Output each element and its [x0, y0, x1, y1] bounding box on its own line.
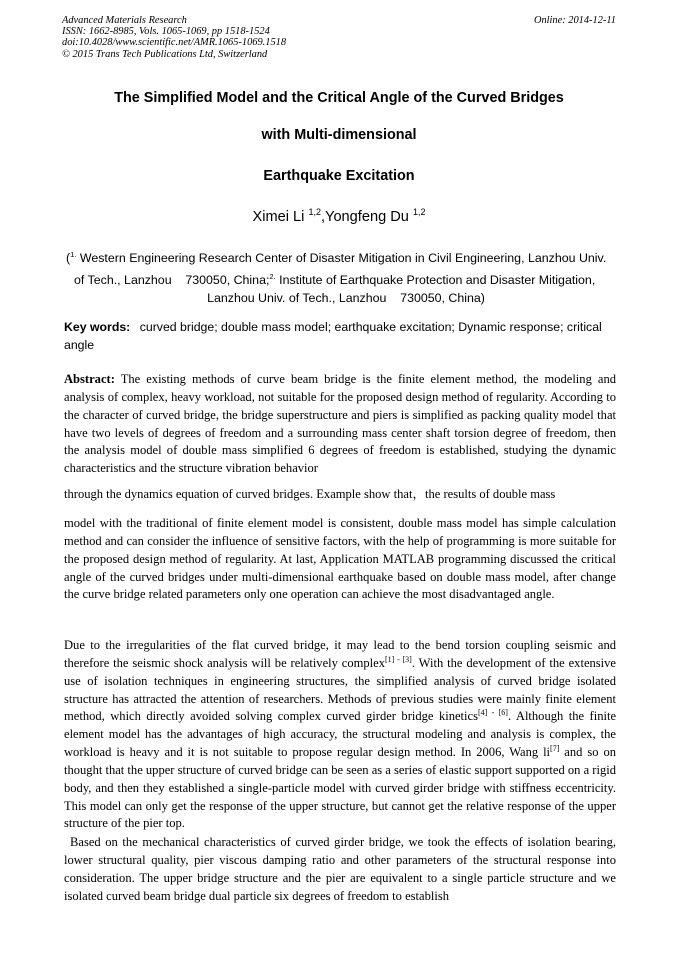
abstract-label: Abstract:: [64, 372, 115, 386]
intro-text-c: . Although the finite element model has the advantages of high accuracy, the structural modeling and analysis is complex, the workload is heavy and it is not suitable to propose regular design method. In 2006, Wang li: [64, 709, 617, 760]
online-date: Online: 2014-12-11: [533, 15, 616, 26]
intro-text-b: . With the development of the extensive use of isolation techniques in engineering structures, the simplified analysis of curved bridge isolated structure has attracted the attention of researchers. Methods of previous studies were mainly finite element method, which directly avoided solving complex curved girder bridge kinetics: [64, 655, 616, 724]
affil-part-4: Lanzhou Univ. of Tech., Lanzhou 730050, China): [207, 291, 485, 306]
affil-sup-1: 1.: [70, 250, 77, 259]
title-line-3: Earthquake Excitation: [263, 168, 415, 184]
abstract-paragraph-3: model with the traditional of finite element model is consistent, double mass model has simple calculation method and can consider the influence of sensitive factors, with the help of programming is more suitable for the proposed design method of regularity. At last, Application MATLAB programming discussed the critical angle of the curved bridges under multi-dimensional earthquake based on double mass model, after change the curve bridge related parameters only one operation can achieve the most disadvantaged angle.: [64, 516, 616, 602]
title-line-1: The Simplified Model and the Critical Angle of the Curved Bridges: [114, 90, 564, 106]
intro-text-d: and so on thought that the upper structure of curved bridge can be seen as a series of elastic support supported on a rigid body, and then they established a single-particle model with curved girder bridge with stiffness eccentricity. This model can only get the response of the upper structure, but cannot get the relative response of the upper structure of the pier top.: [64, 745, 616, 831]
journal-name: Advanced Materials Research: [62, 15, 187, 26]
keywords-text: curved bridge; double mass model; earthquake excitation; Dynamic response; critical angle: [64, 320, 602, 352]
citation-7: [7]: [550, 743, 560, 753]
copyright: © 2015 Trans Tech Publications Ltd, Switzerland: [62, 48, 268, 60]
author-1-affiliation: 1,2: [308, 207, 321, 217]
abstract-text: The existing methods of curve beam bridge is the finite element method, the modeling and analysis of complex, heavy workload, not suitable for the proposed design method of regularity. According to the character of curved bridge, the bridge superstructure and piers is simplified as packing quality model that have two levels of degrees of freedom and a surrounding mass center shaft torsion degree of freedom, then the analysis model of double mass simplified 6 degrees of freedom is established, studying the dynamic characteristics and the structure vibration behavior: [64, 372, 616, 476]
author-separator: ,: [320, 208, 326, 225]
citation-4-6: [4] - [6]: [477, 708, 508, 718]
author-1: Ximei Li: [252, 208, 305, 225]
citation-1-3: [1] - [3]: [385, 654, 412, 664]
authors: [0, 207, 678, 225]
abstract-paragraph-2: through the dynamics equation of curved bridges. Example show that，the results of double mass: [64, 487, 556, 501]
affil-part-1: Western Engineering Research Center of Disaster Mitigation in Civil Engineering, Lanzhou Univ.: [76, 251, 607, 266]
keywords-label: Key words:: [64, 320, 131, 334]
intro-paragraph-1: [64, 637, 616, 833]
affil-part-3: Institute of Earthquake Protection and Disaster Mitigation,: [275, 272, 596, 287]
affil-part-2: of Tech., Lanzhou 730050, China;: [74, 272, 270, 287]
author-2: Yongfeng Du: [325, 208, 409, 225]
keywords: [64, 319, 616, 354]
affil-open: (: [66, 251, 71, 266]
journal-header: [62, 15, 616, 60]
intro-text-a: Due to the irregularities of the flat curved bridge, it may lead to the bend torsion coupling seismic and therefore the seismic shock analysis will be relatively complex: [64, 638, 616, 670]
title-line-2: with Multi-dimensional: [261, 127, 417, 143]
intro-paragraph-2: Based on the mechanical characteristics of curved girder bridge, we took the effects of isolation bearing, lower structural quality, pier viscous damping ratio and other parameters of the structural response into consideration. The upper bridge structure and the pier are equivalent to a single particle structure and we isolated curved beam bridge dual particle six degrees of freedom to establish: [64, 835, 616, 903]
affil-sup-2: 2.: [269, 271, 276, 281]
author-2-affiliation: 1,2: [412, 207, 426, 217]
doi: doi:10.4028/www.scientific.net/AMR.1065-1069.1518: [62, 37, 287, 49]
issn: ISSN: 1662-8985, Vols. 1065-1069, pp 1518-1524: [62, 26, 270, 38]
affiliations: [66, 246, 626, 308]
abstract-paragraph-1: [64, 371, 616, 478]
